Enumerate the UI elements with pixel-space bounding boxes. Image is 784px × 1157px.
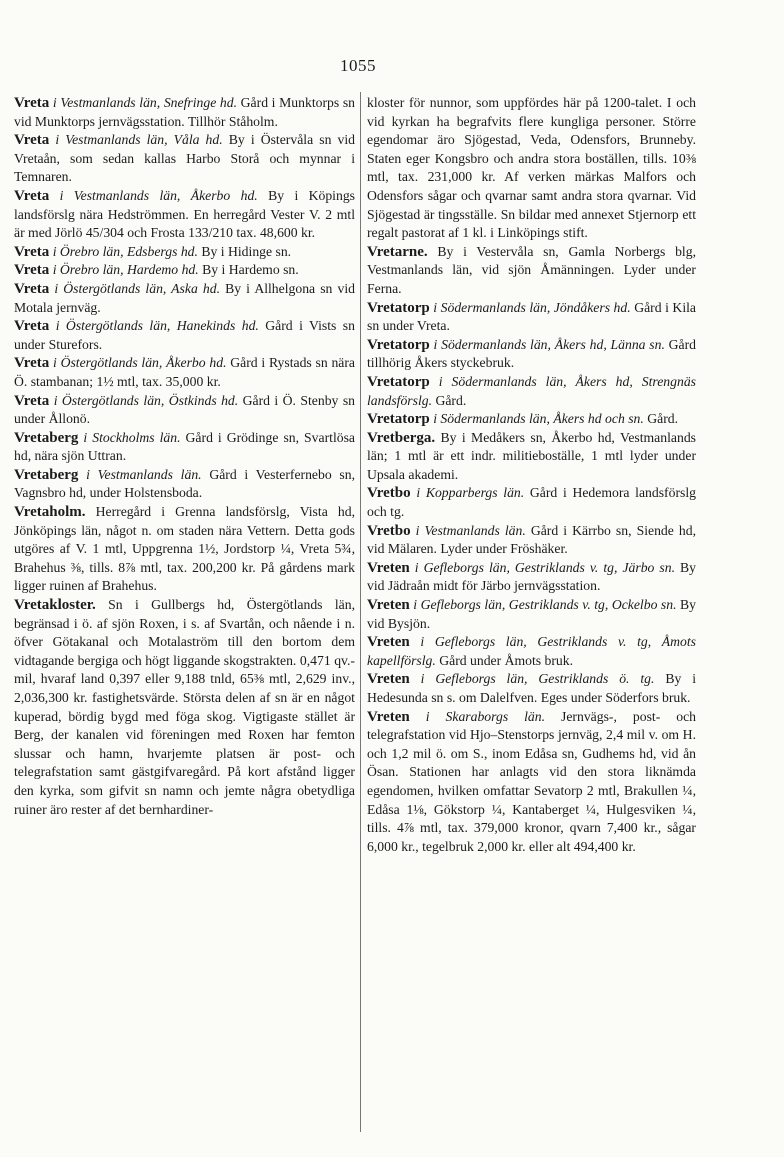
entry-head: Vreten: [367, 708, 410, 725]
entry: [367, 299, 696, 336]
entry-head: Vreta: [14, 262, 50, 279]
entry: [367, 559, 696, 596]
entry-text: Gård i Rystads sn nära Ö. stambanan; 1½ mtl, tax. 35,000 kr.: [14, 355, 355, 389]
entry: [14, 187, 355, 243]
entry-text: Gård i Munktorps sn vid Munktorps jernvägsstation. Tillhör Ståholm.: [14, 95, 355, 129]
entry-place: i Vestmanlands län.: [78, 466, 202, 482]
entry-text: Herregård i Grenna landsförslg, Vista hd, Jönköpings län, något n. om staden nära Vettern. Detta gods utgöres af V. 1 mtl, Uppgrenna 1½, Jordstorp ¼, Vreta 5¾, Brahehus ⅜, tills. 8⅞ mtl, tax. 200,200 kr. På gårdens mark ligger ruinen af Brahehus.: [14, 504, 355, 594]
entry-head: Vretbo: [367, 522, 411, 539]
entry-head: Vreten: [367, 597, 410, 614]
entry-place: i Östergötlands län, Hanekinds hd.: [49, 318, 259, 334]
entry-head: Vreten: [367, 634, 410, 651]
entry: [14, 280, 355, 317]
entry-text: By vid Bysjön.: [367, 597, 696, 631]
entry-place: i Vestmanlands län, Våla hd.: [49, 132, 223, 148]
entry: [367, 243, 696, 299]
entry-head: Vretbo: [367, 485, 411, 502]
left-column: [14, 94, 355, 819]
column-divider: [360, 92, 361, 1132]
entry-head: Vretatorp: [367, 299, 430, 316]
entry: [14, 429, 355, 466]
entry-head: Vretatorp: [367, 336, 430, 353]
entry-head: Vretakloster.: [14, 597, 96, 614]
entry: [14, 317, 355, 354]
entry-place: i Södermanlands län, Åkers hd och sn.: [429, 411, 644, 427]
entry-text: Gård.: [643, 411, 679, 427]
entry-place: i Gefleborgs län, Gestriklands ö. tg.: [409, 671, 655, 687]
entry-text: kloster för nunnor, som uppfördes här på 1200-talet. I och vid kyrkan ha begrafvits flere kungliga personer. Större egendomar äro Sjögestad, Veda, Odensfors, Brunneby. Staten eger Kongsbro och andra stora boställen, tills. 10⅜ mtl, tax. 231,000 kr. Af verken märkas Malfors och Odensfors sågar och qvarnar samt andra stora qvarnar. Vid Sjögestad är tingsställe. Sn bildar med annexet Stjernorp ett regalt pastorat af 1 kl. i Linköpings stift.: [367, 95, 696, 241]
entry: [14, 131, 355, 187]
entry-place: i Stockholms län.: [78, 429, 181, 445]
right-column: [367, 94, 696, 856]
entry-place: i Södermanlands län, Jöndåkers hd.: [429, 299, 631, 315]
entry-text: Gård i Vists sn under Sturefors.: [14, 318, 355, 352]
entry-text: By i Vestervåla sn, Gamla Norbergs blg, Vestmanlands län, vid sjön Åmänningen. Lyder under Ferna.: [367, 243, 696, 296]
entry: [14, 261, 355, 280]
entry-place: i Södermanlands län, Åkers hd, Länna sn.: [429, 336, 665, 352]
entry-text: By i Medåkers sn, Åkerbo hd, Vestmanlands län; 1 mtl är ett indr. militieboställe, 1 mtl lyder under Upsala akademi.: [367, 429, 696, 482]
entry-head: Vreta: [14, 95, 50, 111]
entry-head: Vretatorp: [367, 411, 430, 428]
entry-place: i Östergötlands län, Åkerbo hd.: [49, 355, 227, 371]
entry-text: Gård.: [432, 392, 467, 408]
entry-text: By i Köpings landsförslg nära Hedströmmen. En herregård Vester V. 2 mtl är med Jörlö 45/304 och Frosta 133/210 tax. 48,600 kr.: [14, 187, 355, 241]
entry-head: Vretberga.: [367, 429, 436, 446]
entry: [14, 466, 355, 503]
entry-text: Gård i Ö. Stenby sn under Ållonö.: [14, 392, 355, 427]
entry-place: i Östergötlands län, Aska hd.: [49, 280, 220, 296]
entry-text: Sn i Gullbergs hd, Östergötlands län, begränsad i ö. af sjön Roxen, i s. af Svartån, och nående i n. öfver Götakanal och Motalaström till den bortom dem vidtagande bergiga och högt liggande skogstrakten. 0,471 qv.-mil, hvaraf land 0,397 eller 9,188 tnld, 65⅜ mtl, 2,629 inv., 2,036,300 kr. fastighetsvärde. Största delen af sn är en något kuperad, bördig bygd med föga skog. Vigtigaste stället är Berg, der kanalen vid föreningen med Roxen har femton slussar och hamn, hvarjemte platsen är post- och telegrafstation samt gästgifvaregård. På kort afstånd ligger den kyrka, som gifvit sn namn och jemte några obetydliga ruiner äro rester af det bernhardiner-: [14, 597, 355, 817]
entry-head: Vretaberg: [14, 466, 79, 483]
entry-place: i Gefleborgs län, Gestriklands v. tg, Ockelbo sn.: [409, 597, 677, 613]
entry: [14, 243, 355, 262]
entry-text: By i Hardemo sn.: [198, 262, 299, 278]
entry-head: Vreten: [367, 559, 410, 576]
entry-text: Gård i Hedemora landsförslg och tg.: [367, 485, 696, 520]
entry-text: Gård i Kila sn under Vreta.: [367, 299, 696, 334]
entry-head: Vreta: [14, 280, 50, 297]
entry: [14, 354, 355, 391]
entry-place: i Gefleborgs län, Gestriklands v. tg, Åmots kapellförslg.: [367, 634, 696, 668]
entry-place: i Östergötlands län, Östkinds hd.: [49, 392, 239, 408]
entry-head: Vreta: [14, 392, 50, 409]
entry-text: By vid Jädraån midt för Järbo jernvägsstation.: [367, 559, 696, 594]
page-number: 1055: [340, 56, 376, 75]
entry-place: i Kopparbergs län.: [410, 485, 525, 501]
entry-head: Vreta: [14, 355, 50, 372]
entry: [367, 596, 696, 633]
entry: [14, 392, 355, 429]
entry-head: Vretarne.: [367, 243, 428, 260]
entry-text: By i Östervåla sn vid Vretaån, som sedan kallas Harbo Storå och mynnar i Temnaren.: [14, 132, 355, 185]
entry: [367, 670, 696, 707]
entry: [367, 708, 696, 857]
entry: [14, 94, 355, 131]
entry: [14, 596, 355, 819]
entry: [367, 373, 696, 410]
entry: [14, 503, 355, 596]
entry-place: i Södermanlands län, Åkers hd, Strengnäs landsförslg.: [367, 373, 696, 408]
entry-text: By i Hedesunda sn s. om Dalelfven. Eges under Söderfors bruk.: [367, 671, 696, 705]
entry-head: Vreten: [367, 671, 410, 688]
entry-place: i Vestmanlands län.: [410, 522, 526, 538]
entry-head: Vretaholm.: [14, 504, 86, 521]
entry-place: i Örebro län, Edsbergs hd.: [49, 243, 198, 259]
entry-text: Gård tillhörig Åkers styckebruk.: [367, 336, 696, 371]
entry-place: i Gefleborgs län, Gestriklands v. tg, Järbo sn.: [409, 559, 675, 575]
entry-text: Jernvägs-, post- och telegrafstation vid Hjo–Stenstorps jernväg, 2,4 mil v. om H. och 1,2 mil ö. om S., inom Edåsa sn, Gudhems hd, vid ån Ösan. Stationen har anlagts vid den stora liknämda egendomen, hvilken omfattar Sevatorp 2 mtl, Brakullen ¼, Edåsa 1⅛, Gökstorp ¼, Kantaberget ¼, Hulgesviken ¼, tills. 4⅞ mtl, tax. 379,000 kronor, qvarn 7,400 kr., sågar 6,000 kr., tegelbruk 2,000 kr. eller alt 494,400 kr.: [367, 708, 697, 854]
entry: [367, 484, 696, 521]
entry-text: Gård i Grödinge sn, Svartlösa hd, nära sjön Uttran.: [14, 429, 355, 464]
entry: [367, 410, 696, 429]
entry-head: Vreta: [14, 132, 50, 149]
entry-place: i Vestmanlands län, Åkerbo hd.: [49, 187, 258, 203]
entry-text: Gård i Vesterfernebo sn, Vagnsbro hd, under Holstensboda.: [14, 466, 355, 501]
entry: [367, 522, 696, 559]
entry-place: i Skaraborgs län.: [409, 708, 546, 724]
entry-head: Vretaberg: [14, 429, 79, 446]
entry-head: Vreta: [14, 187, 50, 204]
entry-head: Vreta: [14, 318, 50, 335]
entry-text: Gård i Kärrbo sn, Siende hd, vid Mälaren. Lyder under Fröshäker.: [367, 522, 696, 557]
entry: [367, 94, 696, 243]
entry-text: By i Allhelgona sn vid Motala jernväg.: [14, 280, 355, 315]
entry-head: Vretatorp: [367, 373, 430, 390]
entry-text: By i Hidinge sn.: [197, 243, 292, 259]
entry: [367, 336, 696, 373]
entry: [367, 633, 696, 670]
entry: [367, 429, 696, 485]
entry-place: i Vestmanlands län, Snefringe hd.: [49, 95, 238, 110]
entry-head: Vreta: [14, 243, 50, 260]
entry-text: Gård under Åmots bruk.: [435, 652, 574, 668]
entry-place: i Örebro län, Hardemo hd.: [49, 262, 199, 278]
